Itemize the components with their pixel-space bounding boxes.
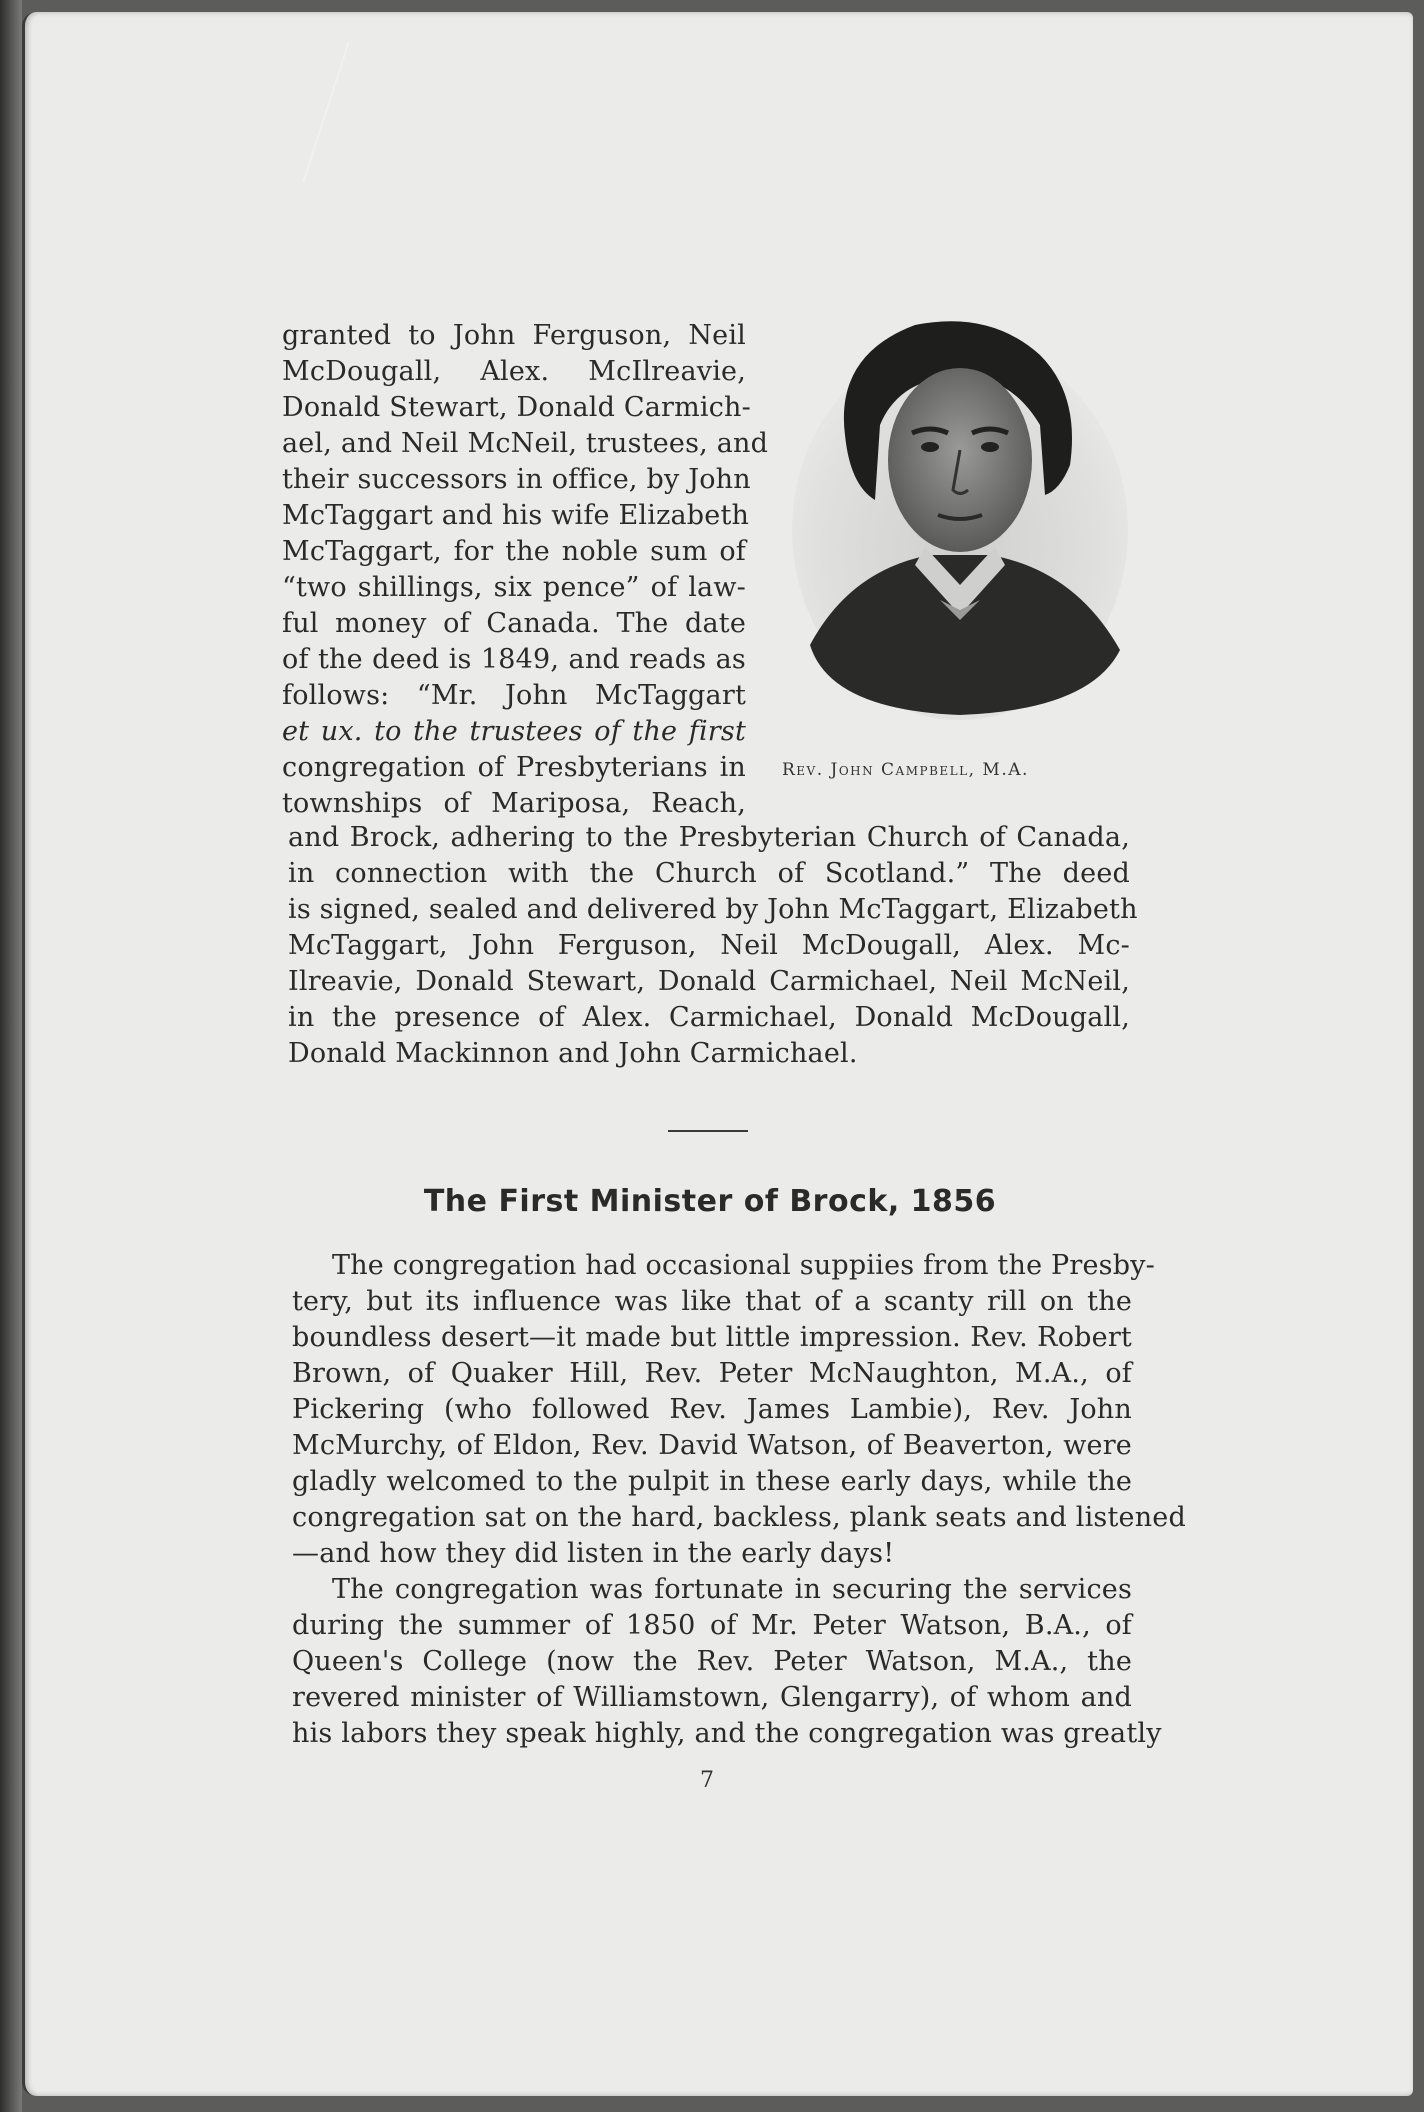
text-line: follows: “Mr. John McTaggart [282,680,746,711]
text-line: The congregation was fortunate in securing the services [332,1574,1132,1605]
text-line: granted to John Ferguson, Neil [282,320,746,351]
page-number: 7 [700,1768,714,1793]
text-line: ael, and Neil McNeil, trustees, and [282,428,769,459]
text-line: McTaggart and his wife Elizabeth [282,500,750,531]
text-line: boundless desert—it made but little impression. Rev. Robert [292,1322,1132,1353]
text-line: Donald Stewart, Donald Carmich- [282,392,751,423]
text-line: in the presence of Alex. Carmichael, Donald McDougall, [288,1002,1130,1033]
text-line: of the deed is 1849, and reads as [282,644,746,675]
text-line: Ilreavie, Donald Stewart, Donald Carmichael, Neil McNeil, [288,966,1130,997]
book-spine [0,0,22,2112]
text-line: McDougall, Alex. McIlreavie, [282,356,746,387]
text-line: and Brock, adhering to the Presbyterian Church of Canada, [288,822,1130,853]
text-line: Pickering (who followed Rev. James Lambie), Rev. John [292,1394,1132,1425]
page-crease [302,42,469,182]
text-line: is signed, sealed and delivered by John McTaggart, Elizabeth [288,894,1138,925]
portrait-caption: Rev. John Campbell, M.A. [782,760,1029,780]
text-line: McMurchy, of Eldon, Rev. David Watson, of Beaverton, were [292,1430,1132,1461]
text-line: congregation sat on the hard, backless, plank seats and listened [292,1502,1186,1533]
text-line: The congregation had occasional suppiies from the Presby- [332,1250,1155,1281]
text-line: tery, but its influence was like that of a scanty rill on the [292,1286,1132,1317]
text-line: during the summer of 1850 of Mr. Peter Watson, B.A., of [292,1610,1132,1641]
text-line: —and how they did listen in the early days! [292,1538,895,1569]
text-line: McTaggart, John Ferguson, Neil McDougall, Alex. Mc- [288,930,1130,961]
section-heading: The First Minister of Brock, 1856 [423,1184,997,1219]
lead-paragraph [282,318,769,822]
minister-paragraph [292,1248,1186,1752]
text-line: in connection with the Church of Scotland.” The deed [288,858,1130,889]
portrait-image [790,315,1130,725]
text-line: revered minister of Williamstown, Glengarry), of whom and [292,1682,1132,1713]
text-line: their successors in office, by John [282,464,751,495]
text-line: ful money of Canada. The date [282,608,746,639]
text-line: Donald Mackinnon and John Carmichael. [288,1038,858,1069]
text-line: et ux. to the trustees of the first [282,716,746,747]
deed-paragraph [288,820,1138,1072]
text-line: congregation of Presbyterians in [282,752,746,783]
text-line: Queen's College (now the Rev. Peter Watson, M.A., the [292,1646,1132,1677]
text-line: gladly welcomed to the pulpit in these early days, while the [292,1466,1132,1497]
text-line: Brown, of Quaker Hill, Rev. Peter McNaughton, M.A., of [292,1358,1132,1389]
text-line: his labors they speak highly, and the congregation was greatly [292,1718,1162,1749]
text-line: “two shillings, six pence” of law- [282,572,746,603]
section-divider [668,1130,748,1132]
text-line: townships of Mariposa, Reach, [282,788,746,819]
text-line: McTaggart, for the noble sum of [282,536,746,567]
